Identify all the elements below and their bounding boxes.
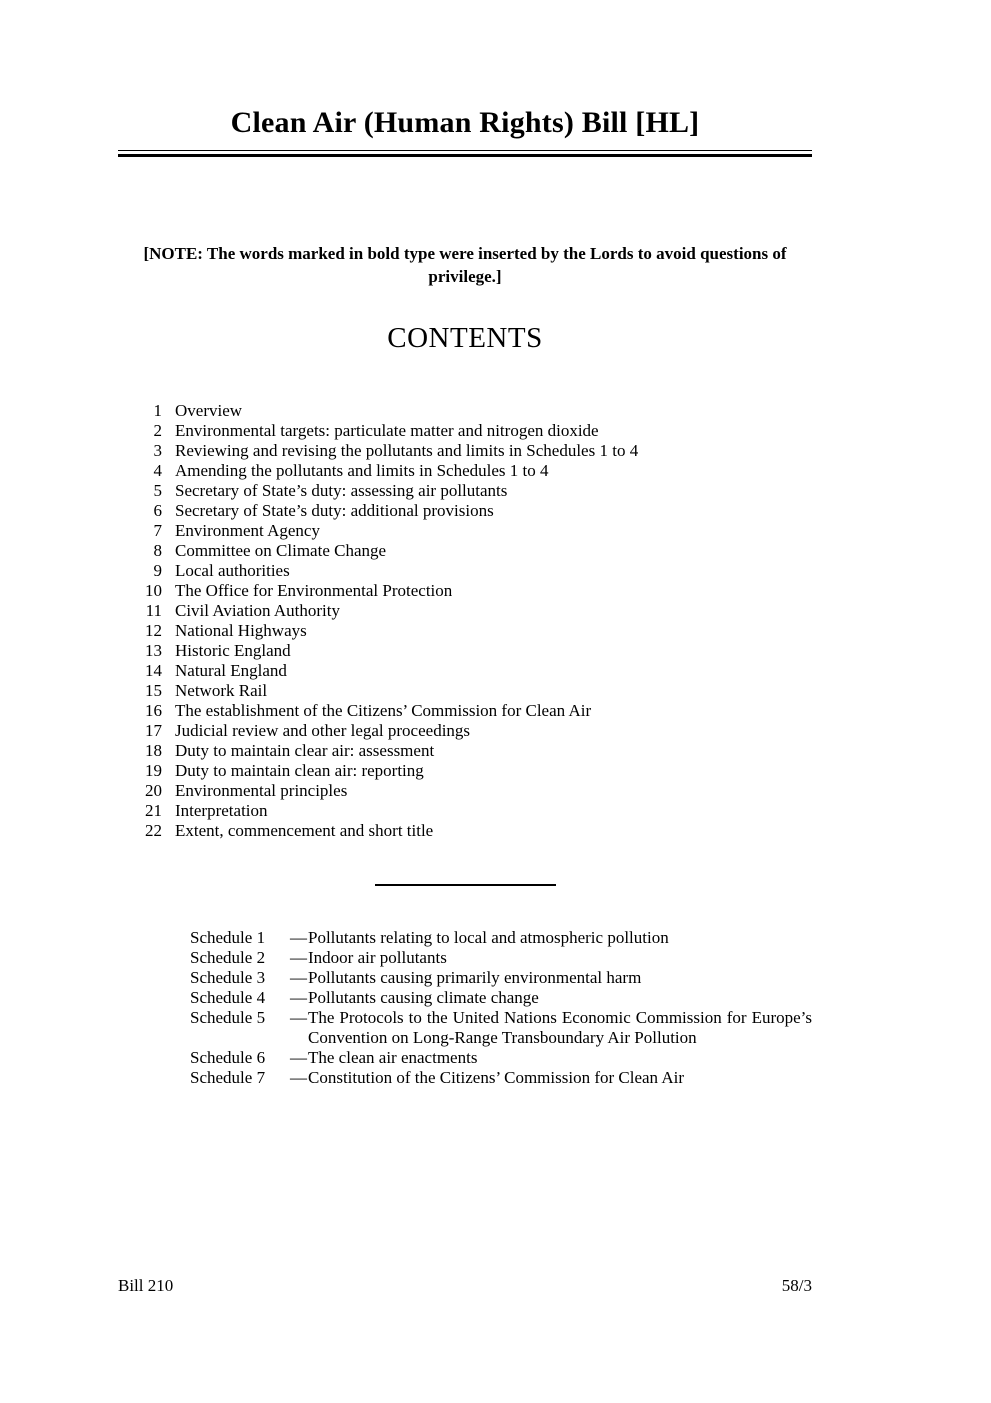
clause-number: 14 <box>145 661 162 680</box>
schedule-description: The clean air enactments <box>308 1048 478 1067</box>
clause-title: Network Rail <box>175 681 268 700</box>
clause-number: 8 <box>153 541 162 560</box>
clause-title: The establishment of the Citizens’ Commission for Clean Air <box>175 701 592 720</box>
contents-clause-list <box>118 401 878 841</box>
clause-number: 3 <box>153 441 162 460</box>
contents-clause-row[interactable] <box>118 521 878 541</box>
contents-schedule-row[interactable] <box>190 1048 812 1068</box>
contents-clause-row[interactable] <box>118 401 878 421</box>
privilege-note: [NOTE: The words marked in bold type were inserted by the Lords to avoid questions of privilege.] <box>143 244 787 286</box>
schedule-dash: — <box>290 948 307 967</box>
clause-title: Civil Aviation Authority <box>175 601 340 620</box>
page-title: Clean Air (Human Rights) Bill [HL] <box>230 106 700 139</box>
schedule-description: Pollutants causing primarily environmental harm <box>308 968 642 987</box>
clause-number: 5 <box>153 481 162 500</box>
clause-title: Secretary of State’s duty: additional provisions <box>175 501 494 520</box>
page-reference: 58/3 <box>781 1276 812 1295</box>
schedule-description: Pollutants relating to local and atmospheric pollution <box>308 928 669 947</box>
clause-number: 10 <box>145 581 162 600</box>
clause-number: 6 <box>153 501 162 520</box>
clause-number: 11 <box>145 601 162 620</box>
schedule-dash: — <box>290 1068 307 1087</box>
clause-number: 18 <box>145 741 162 760</box>
bill-number: Bill 210 <box>118 1276 174 1295</box>
contents-clause-row[interactable] <box>118 641 878 661</box>
schedule-label: Schedule 4 <box>190 988 266 1007</box>
contents-heading: CONTENTS <box>387 322 543 354</box>
schedule-dash: — <box>290 1008 307 1027</box>
clause-title: Duty to maintain clear air: assessment <box>175 741 435 760</box>
title-rule-thick <box>118 154 812 157</box>
clause-number: 1 <box>153 401 162 420</box>
page-footer <box>118 1276 812 1296</box>
clause-title: Historic England <box>175 641 291 660</box>
clause-title: Environmental targets: particulate matter and nitrogen dioxide <box>175 421 599 440</box>
clause-title: Amending the pollutants and limits in Schedules 1 to 4 <box>175 461 549 480</box>
schedule-dash: — <box>290 928 307 947</box>
schedule-label: Schedule 7 <box>190 1068 266 1087</box>
contents-clause-row[interactable] <box>118 581 878 601</box>
schedule-description: Indoor air pollutants <box>308 948 447 967</box>
contents-clause-row[interactable] <box>118 821 878 841</box>
schedule-description: The Protocols to the United Nations Economic Commission for Europe’s Convention on Long-Range Transboundary Air Pollution <box>308 1008 812 1047</box>
contents-schedule-row[interactable] <box>190 968 812 988</box>
contents-clause-row[interactable] <box>118 541 878 561</box>
schedule-label: Schedule 3 <box>190 968 266 987</box>
clause-number: 4 <box>153 461 162 480</box>
clause-title: Environmental principles <box>175 781 348 800</box>
schedule-label: Schedule 1 <box>190 928 266 947</box>
schedule-label: Schedule 6 <box>190 1048 266 1067</box>
clause-title: Environment Agency <box>175 521 320 540</box>
contents-clause-row[interactable] <box>118 561 878 581</box>
contents-schedule-row[interactable] <box>190 928 812 948</box>
clause-title: National Highways <box>175 621 307 640</box>
section-divider <box>375 884 556 886</box>
clause-number: 20 <box>145 781 162 800</box>
clause-number: 21 <box>145 801 162 820</box>
schedule-label: Schedule 2 <box>190 948 266 967</box>
contents-clause-row[interactable] <box>118 461 878 481</box>
contents-clause-row[interactable] <box>118 721 878 741</box>
contents-clause-row[interactable] <box>118 681 878 701</box>
clause-number: 17 <box>145 721 162 740</box>
clause-title: Duty to maintain clean air: reporting <box>175 761 424 780</box>
clause-title: Extent, commencement and short title <box>175 821 434 840</box>
clause-title: Committee on Climate Change <box>175 541 387 560</box>
contents-clause-row[interactable] <box>118 621 878 641</box>
contents-clause-row[interactable] <box>118 701 878 721</box>
clause-title: Reviewing and revising the pollutants and limits in Schedules 1 to 4 <box>175 441 639 460</box>
clause-number: 13 <box>145 641 162 660</box>
clause-number: 22 <box>145 821 162 840</box>
clause-title: Judicial review and other legal proceedings <box>175 721 471 740</box>
contents-clause-row[interactable] <box>118 601 878 621</box>
clause-title: Natural England <box>175 661 287 680</box>
contents-schedule-row[interactable] <box>190 948 812 968</box>
contents-schedule-list <box>190 928 812 1088</box>
contents-clause-row[interactable] <box>118 421 878 441</box>
schedule-dash: — <box>290 988 307 1007</box>
contents-clause-row[interactable] <box>118 441 878 461</box>
contents-schedule-row[interactable] <box>190 1008 812 1048</box>
clause-number: 2 <box>153 421 162 440</box>
contents-schedule-row[interactable] <box>190 1068 812 1088</box>
schedule-dash: — <box>290 1048 307 1067</box>
contents-clause-row[interactable] <box>118 781 878 801</box>
clause-number: 16 <box>145 701 162 720</box>
clause-title: Local authorities <box>175 561 290 580</box>
contents-clause-row[interactable] <box>118 661 878 681</box>
clause-title: Secretary of State’s duty: assessing air pollutants <box>175 481 508 500</box>
contents-clause-row[interactable] <box>118 801 878 821</box>
clause-number: 19 <box>145 761 162 780</box>
schedule-label: Schedule 5 <box>190 1008 266 1027</box>
contents-clause-row[interactable] <box>118 761 878 781</box>
schedule-description: Constitution of the Citizens’ Commission for Clean Air <box>308 1068 685 1087</box>
clause-title: Interpretation <box>175 801 268 820</box>
contents-clause-row[interactable] <box>118 501 878 521</box>
title-double-rule <box>118 150 812 157</box>
clause-title: The Office for Environmental Protection <box>175 581 453 600</box>
clause-number: 7 <box>153 521 162 540</box>
contents-clause-row[interactable] <box>118 741 878 761</box>
schedule-description: Pollutants causing climate change <box>308 988 539 1007</box>
contents-schedule-row[interactable] <box>190 988 812 1008</box>
clause-title: Overview <box>175 401 243 420</box>
clause-number: 9 <box>153 561 162 580</box>
clause-number: 12 <box>145 621 162 640</box>
schedule-dash: — <box>290 968 307 987</box>
clause-number: 15 <box>145 681 162 700</box>
contents-clause-row[interactable] <box>118 481 878 501</box>
